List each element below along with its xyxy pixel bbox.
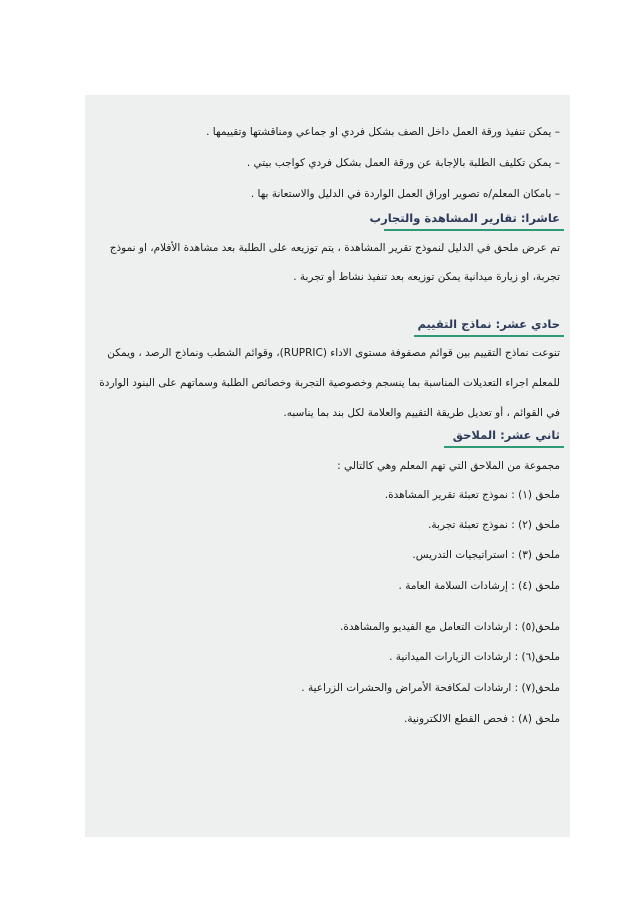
paragraph-line: تم عرض ملحق في الدليل لنموذج تقرير المشاهدة ، يتم توزيعه على الطلبة بعد مشاهدة الأفلام، او نموذج	[109, 242, 560, 254]
document-page	[85, 95, 570, 837]
bullet-line: – يمكن تنفيذ ورقة العمل داخل الصف بشكل فردي او جماعي ومناقشتها وتقييمها .	[206, 126, 560, 138]
section-heading-observation-reports: عاشرا: تقارير المشاهدة والتجارب	[369, 211, 560, 225]
heading-underline	[384, 229, 564, 231]
appendix-item: ملحق (١) : نموذج تعبئة تقرير المشاهدة.	[384, 489, 560, 501]
heading-underline	[444, 446, 564, 448]
appendix-item: ملحق (٨) : فحص القطع الالكترونية.	[404, 713, 560, 725]
paragraph-line: تجربة، او زيارة ميدانية يمكن توزيعه بعد تنفيذ نشاط أو تجربة .	[293, 271, 560, 283]
paragraph-line: تنوعت نماذج التقييم بين قوائم مصفوفة مستوى الاداء (RUPRIC)، وقوائم الشطب ونماذج الرصد ، ويمكن	[107, 347, 560, 359]
section-heading-assessment-models: حادي عشر: نماذج التقييم	[417, 317, 560, 331]
heading-underline	[414, 335, 564, 337]
paragraph-line: في القوائم ، أو تعديل طريقة التقييم والعلامة لكل بند بما يناسبه.	[283, 407, 560, 419]
paragraph-line: للمعلم اجراء التعديلات المناسبة بما ينسجم وخصوصية التجربة وخصائص الطلبة وسماتهم على البنود الواردة	[99, 377, 560, 389]
appendices-intro: مجموعة من الملاحق التي تهم المعلم وهي كالتالي :	[337, 460, 560, 472]
bullet-line: – يمكن تكليف الطلبة بالإجابة عن ورقة العمل بشكل فردي كواجب بيتي .	[246, 157, 560, 169]
section-heading-appendices: ثاني عشر: الملاحق	[452, 428, 560, 442]
appendix-item: ملحق(٥) : ارشادات التعامل مع الفيديو والمشاهدة.	[339, 621, 560, 633]
bullet-line: – بامكان المعلم/ه تصوير اوراق العمل الواردة في الدليل والاستعانة بها .	[250, 188, 560, 200]
appendix-item: ملحق (٢) : نموذج تعبئة تجربة.	[428, 519, 560, 531]
appendix-item: ملحق(٦) : ارشادات الزيارات الميدانية .	[389, 651, 560, 663]
appendix-item: ملحق (٤) : إرشادات السلامة العامة .	[398, 580, 560, 592]
appendix-item: ملحق(٧) : ارشادات لمكافحة الأمراض والحشرات الزراعية .	[301, 682, 560, 694]
appendix-item: ملحق (٣) : استراتيجيات التدريس.	[412, 549, 560, 561]
